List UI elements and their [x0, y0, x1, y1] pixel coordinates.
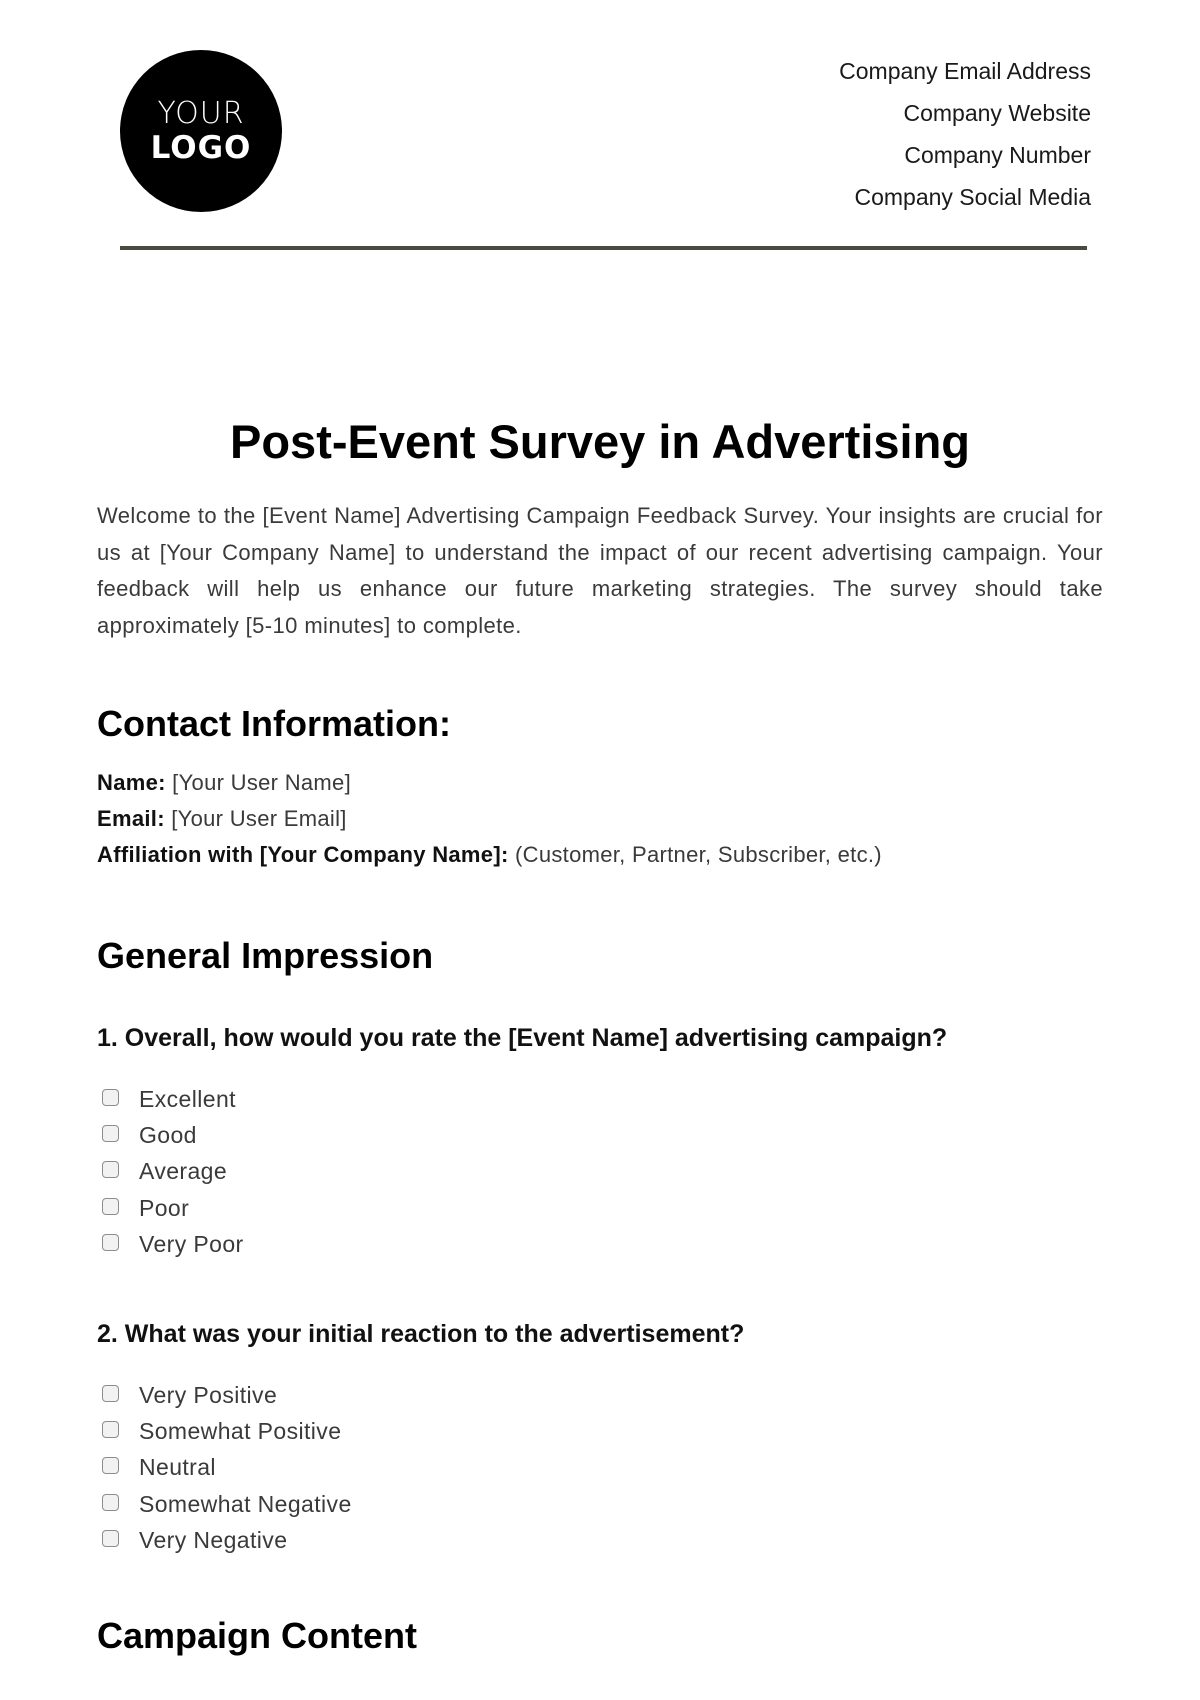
option-label: Somewhat Positive [139, 1418, 342, 1445]
q2-option-very-positive[interactable] [102, 1377, 352, 1413]
company-email: Company Email Address [839, 58, 1091, 84]
general-impression-heading: General Impression [97, 935, 434, 976]
intro-paragraph: Welcome to the [Event Name] Advertising Campaign Feedback Survey. Your insights are crucial for us at [Your Company Name] to understand the impact of our recent advertising campaign. Your feedback will help us enhance our future marketing strategies. The survey should take approximately [5-10 minutes] to complete. [97, 503, 1103, 638]
q2-option-somewhat-positive[interactable] [102, 1413, 352, 1449]
company-logo [120, 50, 282, 212]
option-label: Somewhat Negative [139, 1490, 352, 1517]
affiliation-value[interactable]: (Customer, Partner, Subscriber, etc.) [515, 842, 882, 867]
question-1-options [102, 1081, 244, 1263]
checkbox[interactable] [102, 1161, 119, 1178]
q1-option-good[interactable] [102, 1117, 244, 1153]
company-website: Company Website [903, 100, 1091, 126]
option-label: Poor [139, 1194, 190, 1221]
q2-option-neutral[interactable] [102, 1450, 352, 1486]
checkbox[interactable] [102, 1457, 119, 1474]
checkbox[interactable] [102, 1125, 119, 1142]
email-field [97, 804, 347, 834]
name-label: Name: [97, 770, 166, 795]
option-label: Very Positive [139, 1381, 278, 1408]
checkbox[interactable] [102, 1089, 119, 1106]
email-label: Email: [97, 806, 165, 831]
question-2: 2. What was your initial reaction to the advertisement? [97, 1320, 745, 1348]
checkbox[interactable] [102, 1494, 119, 1511]
name-field [97, 768, 351, 798]
option-label: Excellent [139, 1085, 236, 1112]
logo-text-line2: LOGO [150, 129, 252, 166]
checkbox[interactable] [102, 1234, 119, 1251]
option-label: Neutral [139, 1454, 216, 1481]
checkbox[interactable] [102, 1530, 119, 1547]
checkbox[interactable] [102, 1385, 119, 1402]
q1-option-average[interactable] [102, 1154, 244, 1190]
q1-option-excellent[interactable] [102, 1081, 244, 1117]
checkbox[interactable] [102, 1198, 119, 1215]
company-social-media: Company Social Media [854, 184, 1091, 210]
question-1: 1. Overall, how would you rate the [Event Name] advertising campaign? [97, 1024, 948, 1052]
logo-text-line1: YOUR [157, 95, 245, 131]
question-2-options [102, 1377, 352, 1559]
contact-information-heading: Contact Information: [97, 703, 451, 744]
company-contact-block [839, 50, 1091, 218]
option-label: Very Poor [139, 1231, 244, 1258]
option-label: Very Negative [139, 1527, 288, 1554]
company-number: Company Number [904, 142, 1091, 168]
affiliation-field [97, 840, 882, 870]
option-label: Good [139, 1122, 197, 1149]
header-divider [120, 246, 1087, 250]
affiliation-label: Affiliation with [Your Company Name]: [97, 842, 509, 867]
option-label: Average [139, 1158, 228, 1185]
campaign-content-heading: Campaign Content [97, 1615, 417, 1656]
document-title: Post-Event Survey in Advertising [230, 415, 970, 468]
q1-option-very-poor[interactable] [102, 1227, 244, 1263]
name-value[interactable]: [Your User Name] [172, 770, 352, 795]
email-value[interactable]: [Your User Email] [171, 806, 347, 831]
q2-option-somewhat-negative[interactable] [102, 1486, 352, 1522]
q2-option-very-negative[interactable] [102, 1523, 352, 1559]
q1-option-poor[interactable] [102, 1190, 244, 1226]
checkbox[interactable] [102, 1421, 119, 1438]
